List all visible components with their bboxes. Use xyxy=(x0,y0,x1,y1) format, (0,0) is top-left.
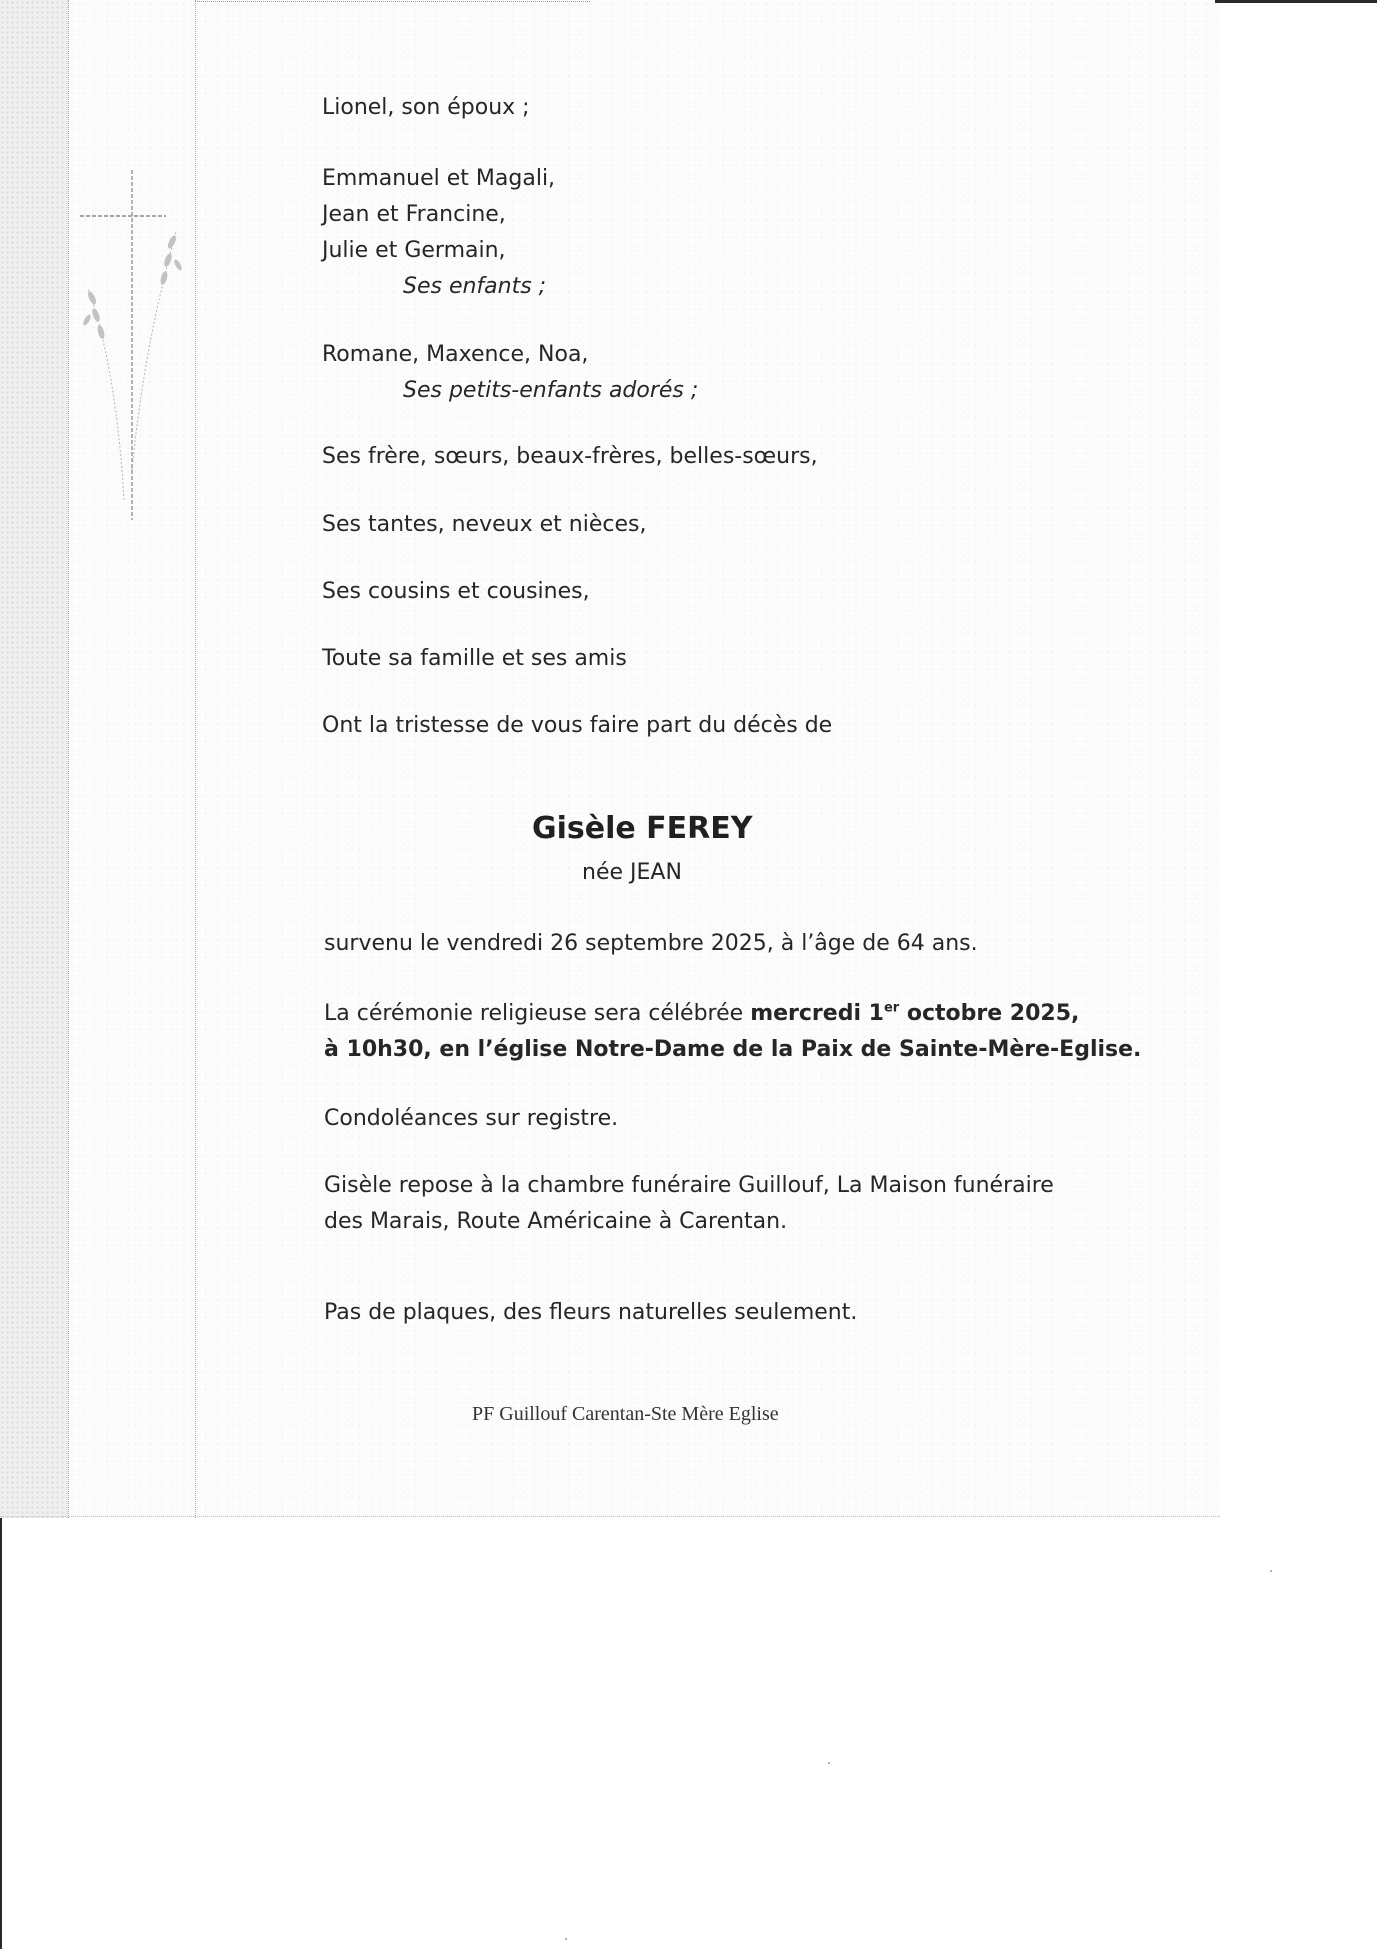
scan-edge-bar xyxy=(1215,0,1377,3)
ceremony-day: mercredi 1 xyxy=(750,1001,884,1026)
grandchildren-label: Ses petits-enfants adorés ; xyxy=(403,378,699,403)
announcement-intro: Ont la tristesse de vous faire part du décès de xyxy=(322,713,833,738)
rest-location-line: des Marais, Route Américaine à Carentan. xyxy=(324,1209,788,1234)
scan-speck xyxy=(828,1762,830,1764)
child-line: Jean et Francine, xyxy=(322,202,506,227)
siblings-line: Ses frère, sœurs, beaux-frères, belles-sœurs, xyxy=(322,444,818,469)
card-left-edge xyxy=(0,0,68,1518)
ceremony-place: à 10h30, en l’église Notre-Dame de la Paix de Sainte-Mère-Eglise. xyxy=(324,1037,1142,1062)
child-line: Emmanuel et Magali, xyxy=(322,166,556,191)
card-bottom-edge xyxy=(0,1516,1220,1517)
grandchildren-line: Romane, Maxence, Noa, xyxy=(322,342,589,367)
family-friends-line: Toute sa famille et ses amis xyxy=(322,646,627,671)
card-margin-line xyxy=(195,0,196,1518)
cousins-line: Ses cousins et cousines, xyxy=(322,579,590,604)
cross-with-wheat-icon xyxy=(80,170,190,535)
children-label: Ses enfants ; xyxy=(403,274,547,299)
aunts-line: Ses tantes, neveux et nièces, xyxy=(322,512,647,537)
death-details: survenu le vendredi 26 septembre 2025, à l’âge de 64 ans. xyxy=(324,931,978,956)
ceremony-intro: La cérémonie religieuse sera célébrée xyxy=(324,1001,751,1026)
rest-location-line: Gisèle repose à la chambre funéraire Guillouf, La Maison funéraire xyxy=(324,1173,1054,1198)
card-fold-line xyxy=(68,0,69,1518)
ceremony-line xyxy=(324,996,1079,1032)
maiden-name: née JEAN xyxy=(582,860,682,885)
condolences-line: Condoléances sur registre. xyxy=(324,1106,619,1131)
card-top-edge xyxy=(195,1,590,2)
scan-speck xyxy=(565,1938,567,1940)
scan-edge-line xyxy=(0,1518,2,1949)
flowers-line: Pas de plaques, des fleurs naturelles seulement. xyxy=(324,1300,858,1325)
child-line: Julie et Germain, xyxy=(322,238,506,263)
ceremony-day-suffix: er xyxy=(883,1000,900,1016)
scan-speck xyxy=(1270,1570,1272,1572)
deceased-name: Gisèle FEREY xyxy=(532,811,753,846)
funeral-home-signature: PF Guillouf Carentan-Ste Mère Eglise xyxy=(472,1403,779,1425)
spouse-line: Lionel, son époux ; xyxy=(322,95,530,120)
ceremony-date: octobre 2025, xyxy=(899,1001,1080,1026)
